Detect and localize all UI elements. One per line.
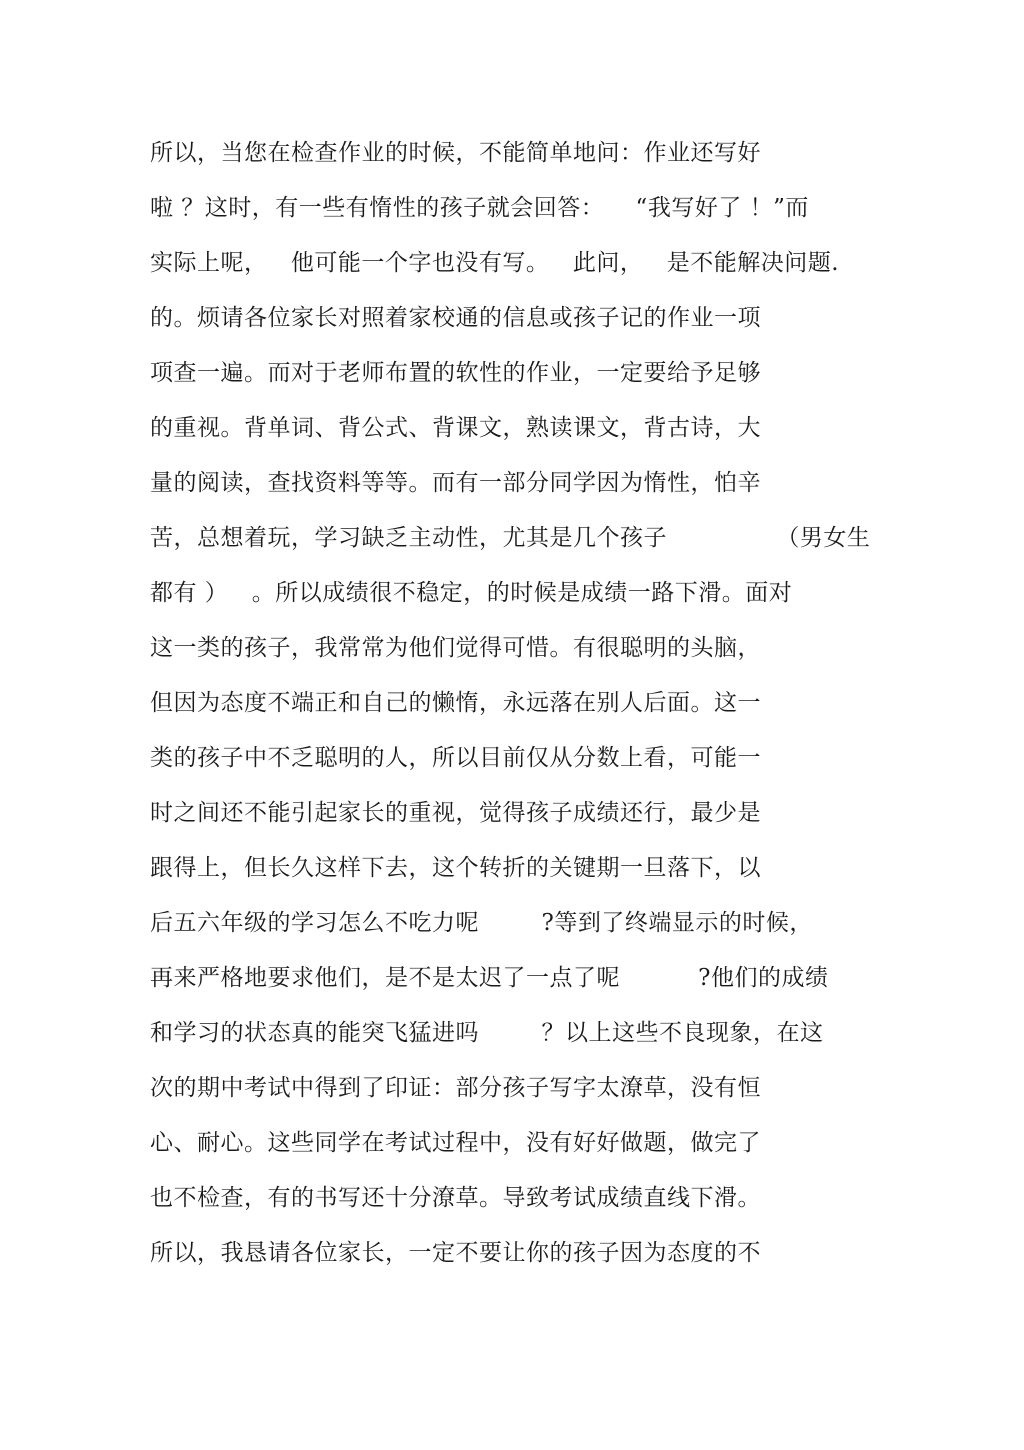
text-line: 所以，当您在检查作业的时候，不能简单地问：作业还写好 bbox=[150, 140, 761, 166]
text-line: 啦 ？这时，有一些有惰性的孩子就会回答： “我写好了 ！”而 bbox=[150, 195, 809, 221]
text-line: 和学习的状态真的能突飞猛进吗 ？以上这些不良现象，在这 bbox=[150, 1020, 824, 1046]
text-line: 也不检查，有的书写还十分潦草。导致考试成绩直线下滑。 bbox=[150, 1185, 761, 1211]
text-line: 量的阅读，查找资料等等。而有一部分同学因为惰性，怕辛 bbox=[150, 470, 761, 496]
text-line: 再来严格地要求他们，是不是太迟了一点了呢 ?他们的成绩 bbox=[150, 965, 829, 991]
text-line: 所以，我恳请各位家长，一定不要让你的孩子因为态度的不 bbox=[150, 1240, 761, 1266]
text-line: 但因为态度不端正和自己的懒惰，永远落在别人后面。这一 bbox=[150, 690, 761, 716]
text-line: 时之间还不能引起家长的重视，觉得孩子成绩还行，最少是 bbox=[150, 800, 761, 826]
text-line: 的。烦请各位家长对照着家校通的信息或孩子记的作业一项 bbox=[150, 305, 761, 331]
text-line: 实际上呢， 他可能一个字也没有写。 此问， 是不能解决问题. bbox=[150, 250, 840, 276]
text-line: 的重视。背单词、背公式、背课文，熟读课文，背古诗，大 bbox=[150, 415, 761, 441]
text-line: 这一类的孩子，我常常为他们觉得可惜。有很聪明的头脑， bbox=[150, 635, 761, 661]
text-line: 跟得上，但长久这样下去，这个转折的关键期一旦落下，以 bbox=[150, 855, 761, 881]
text-line: 类的孩子中不乏聪明的人，所以目前仅从分数上看，可能一 bbox=[150, 745, 761, 771]
text-line: 苦，总想着玩，学习缺乏主动性，尤其是几个孩子 （男女生 bbox=[150, 525, 871, 551]
text-line: 次的期中考试中得到了印证：部分孩子写字太潦草，没有恒 bbox=[150, 1075, 761, 1101]
text-line: 后五六年级的学习怎么不吃力呢 ?等到了终端显示的时候， bbox=[150, 910, 813, 936]
text-line: 都有 ） 。所以成绩很不稳定，的时候是成绩一路下滑。面对 bbox=[150, 580, 793, 606]
text-line: 心、耐心。这些同学在考试过程中，没有好好做题，做完了 bbox=[150, 1130, 761, 1156]
text-line: 项查一遍。而对于老师布置的软性的作业，一定要给予足够 bbox=[150, 360, 761, 386]
body-text bbox=[150, 133, 890, 1288]
